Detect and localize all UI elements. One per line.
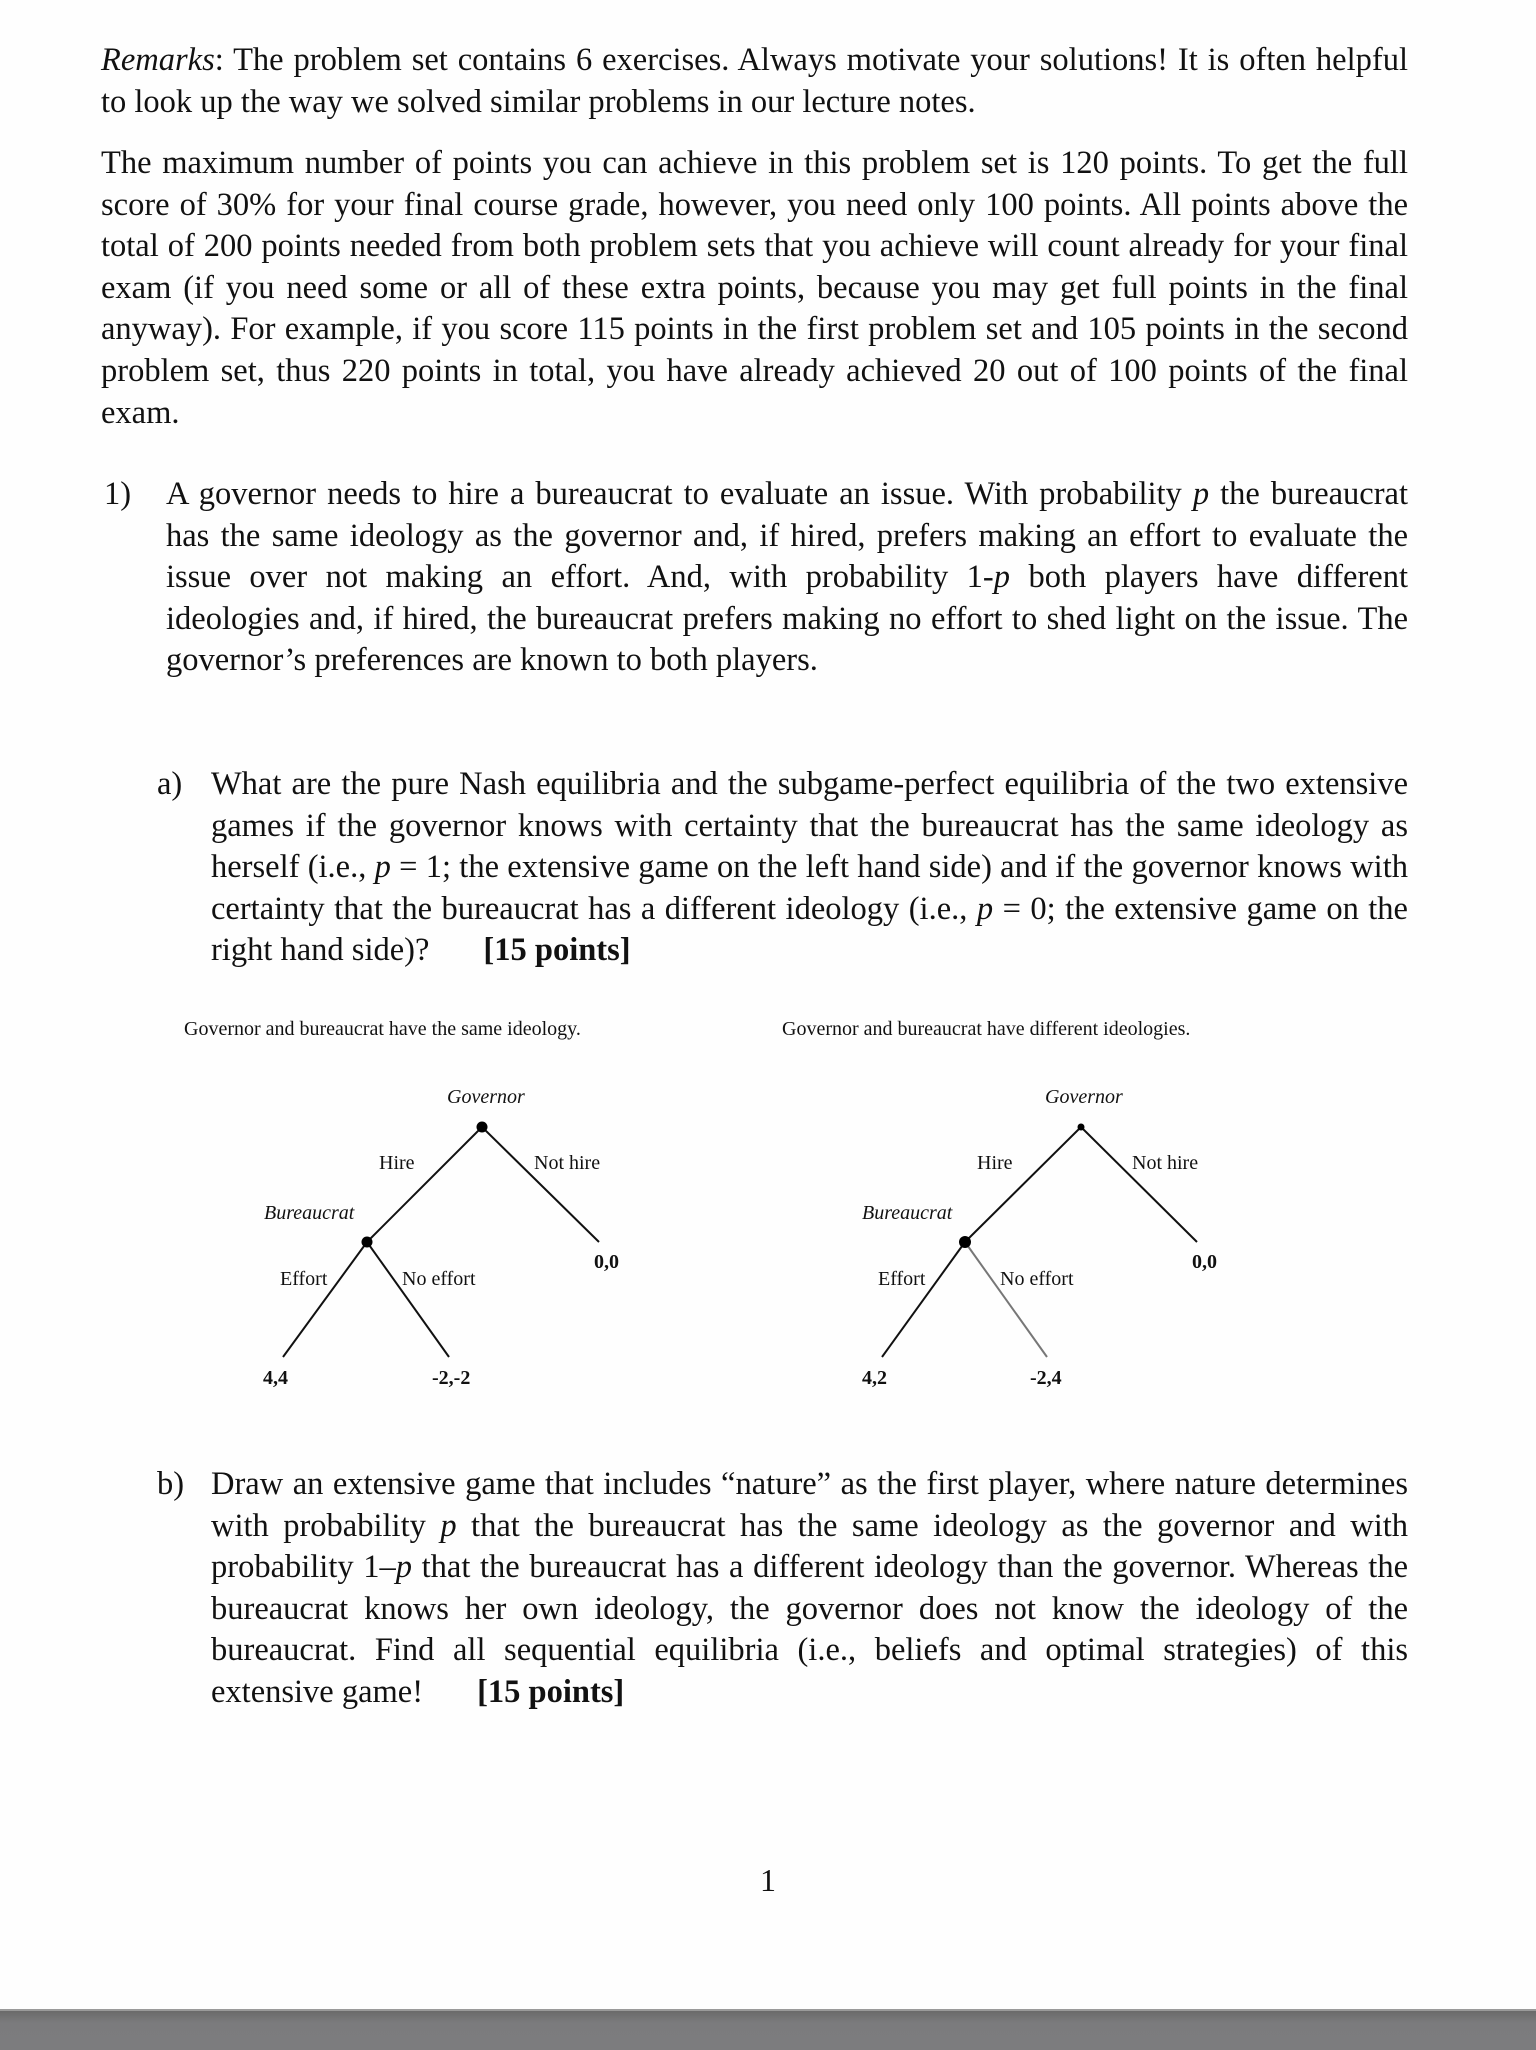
exercise-number: 1) bbox=[104, 476, 132, 512]
effort-branch bbox=[283, 1242, 367, 1357]
part-a-marker: a) bbox=[157, 766, 183, 802]
payoff-effort: 4,4 bbox=[263, 1367, 288, 1389]
part-b-text-3: that the bureaucrat has a different ideology than the governor. Whereas the bureaucrat knows her own ideology, the governor does not know the ideology of the bureaucrat. Find all sequential equilibria (i.e., beliefs and optimal strategies) of this extensive game! bbox=[211, 1549, 1408, 1710]
remarks-text: : The problem set contains 6 exercises. Always motivate your solutions! It is often helpful to look up the way we solved similar problems in our lecture notes. bbox=[101, 42, 1408, 120]
part-b-text-1: Draw an extensive game that includes “nature” as the first player, where nature determines with probability bbox=[211, 1466, 1408, 1544]
part-b-text-2: that the bureaucrat has the same ideology as the governor and with probability 1– bbox=[211, 1507, 1409, 1586]
viewer-bottom-bar bbox=[0, 2009, 1536, 2050]
bureaucrat-label: Bureaucrat bbox=[862, 1202, 953, 1224]
no-effort-label: No effort bbox=[402, 1268, 476, 1290]
bureaucrat-node bbox=[959, 1236, 971, 1248]
bureaucrat-label: Bureaucrat bbox=[264, 1202, 355, 1224]
payoff-not-hire: 0,0 bbox=[1192, 1251, 1217, 1273]
var-p: p bbox=[1192, 476, 1210, 512]
not-hire-branch bbox=[1081, 1127, 1197, 1242]
not-hire-label: Not hire bbox=[534, 1152, 601, 1174]
var-p: p bbox=[395, 1549, 412, 1586]
ex1-text-1: A governor needs to hire a bureaucrat to evaluate an issue. With probability bbox=[166, 476, 1193, 512]
hire-branch bbox=[367, 1127, 482, 1242]
effort-label: Effort bbox=[280, 1268, 328, 1290]
ex1-text-2: the bureaucrat has the same ideology as the governor and, if hired, prefers making an effort to evaluate the issue over not making an effort. And, with probability 1- bbox=[166, 476, 1408, 596]
ex1-text-3: both players have different ideologies and, if hired, the bureaucrat prefers making no effort to shed light on the issue. The governor’s preferences are known to both players. bbox=[166, 559, 1408, 679]
var-p: p bbox=[374, 849, 391, 886]
governor-label: Governor bbox=[447, 1086, 525, 1108]
var-p: p bbox=[976, 890, 994, 927]
payoff-effort: 4,2 bbox=[862, 1367, 887, 1389]
page-number: 1 bbox=[760, 1862, 776, 1898]
no-effort-label: No effort bbox=[1000, 1268, 1074, 1290]
part-a-text-2: = 1; the extensive game on the left hand side) and if the governor knows with certainty that the bureaucrat has a different ideology (i.e., bbox=[211, 849, 1408, 927]
remarks-label: Remarks bbox=[101, 42, 215, 78]
hire-branch bbox=[965, 1127, 1081, 1242]
scoring-paragraph: The maximum number of points you can achieve in this problem set is 120 points. To get the full score of 30% for your final course grade, however, you need only 100 points. All points above the total of 200 points needed from both problem sets that you achieve will count already for your final exam (if you need some or all of these extra points, because you may get full points in the final anyway). For example, if you score 115 points in the first problem set and 105 points in the second problem set, thus 220 points in total, you have already achieved 20 out of 100 points of the final exam. bbox=[101, 145, 1408, 431]
hire-label: Hire bbox=[379, 1152, 415, 1174]
right-tree-caption: Governor and bureaucrat have different ideologies. bbox=[782, 1018, 1191, 1040]
hire-label: Hire bbox=[977, 1152, 1013, 1174]
left-tree-caption: Governor and bureaucrat have the same ideology. bbox=[184, 1018, 581, 1040]
not-hire-label: Not hire bbox=[1132, 1152, 1199, 1174]
payoff-no-effort: -2,-2 bbox=[432, 1367, 471, 1389]
bureaucrat-node bbox=[362, 1237, 373, 1248]
part-a-points: [15 points] bbox=[483, 932, 631, 969]
effort-branch bbox=[882, 1242, 965, 1357]
not-hire-branch bbox=[482, 1127, 599, 1242]
governor-label: Governor bbox=[1045, 1086, 1123, 1108]
part-a-text-1: What are the pure Nash equilibria and the subgame-perfect equilibria of the two extensive games if the governor knows with certainty that the bureaucrat has the same ideology as herself (i.e., bbox=[211, 766, 1408, 886]
part-b-question bbox=[211, 1464, 1408, 1714]
right-game-tree bbox=[862, 1086, 1217, 1389]
left-game-tree bbox=[263, 1086, 619, 1389]
part-b-marker: b) bbox=[157, 1466, 185, 1502]
var-p: p bbox=[440, 1507, 457, 1544]
payoff-not-hire: 0,0 bbox=[594, 1251, 619, 1273]
no-effort-branch bbox=[367, 1242, 449, 1357]
governor-node bbox=[1078, 1124, 1085, 1131]
part-b-points: [15 points] bbox=[477, 1673, 625, 1710]
governor-node bbox=[477, 1122, 488, 1133]
part-a-text-3: = 0; the extensive game on the right hand side)? bbox=[211, 890, 1408, 969]
var-p: p bbox=[993, 559, 1011, 596]
no-effort-branch bbox=[965, 1242, 1047, 1357]
effort-label: Effort bbox=[878, 1268, 926, 1290]
payoff-no-effort: -2,4 bbox=[1030, 1367, 1062, 1389]
